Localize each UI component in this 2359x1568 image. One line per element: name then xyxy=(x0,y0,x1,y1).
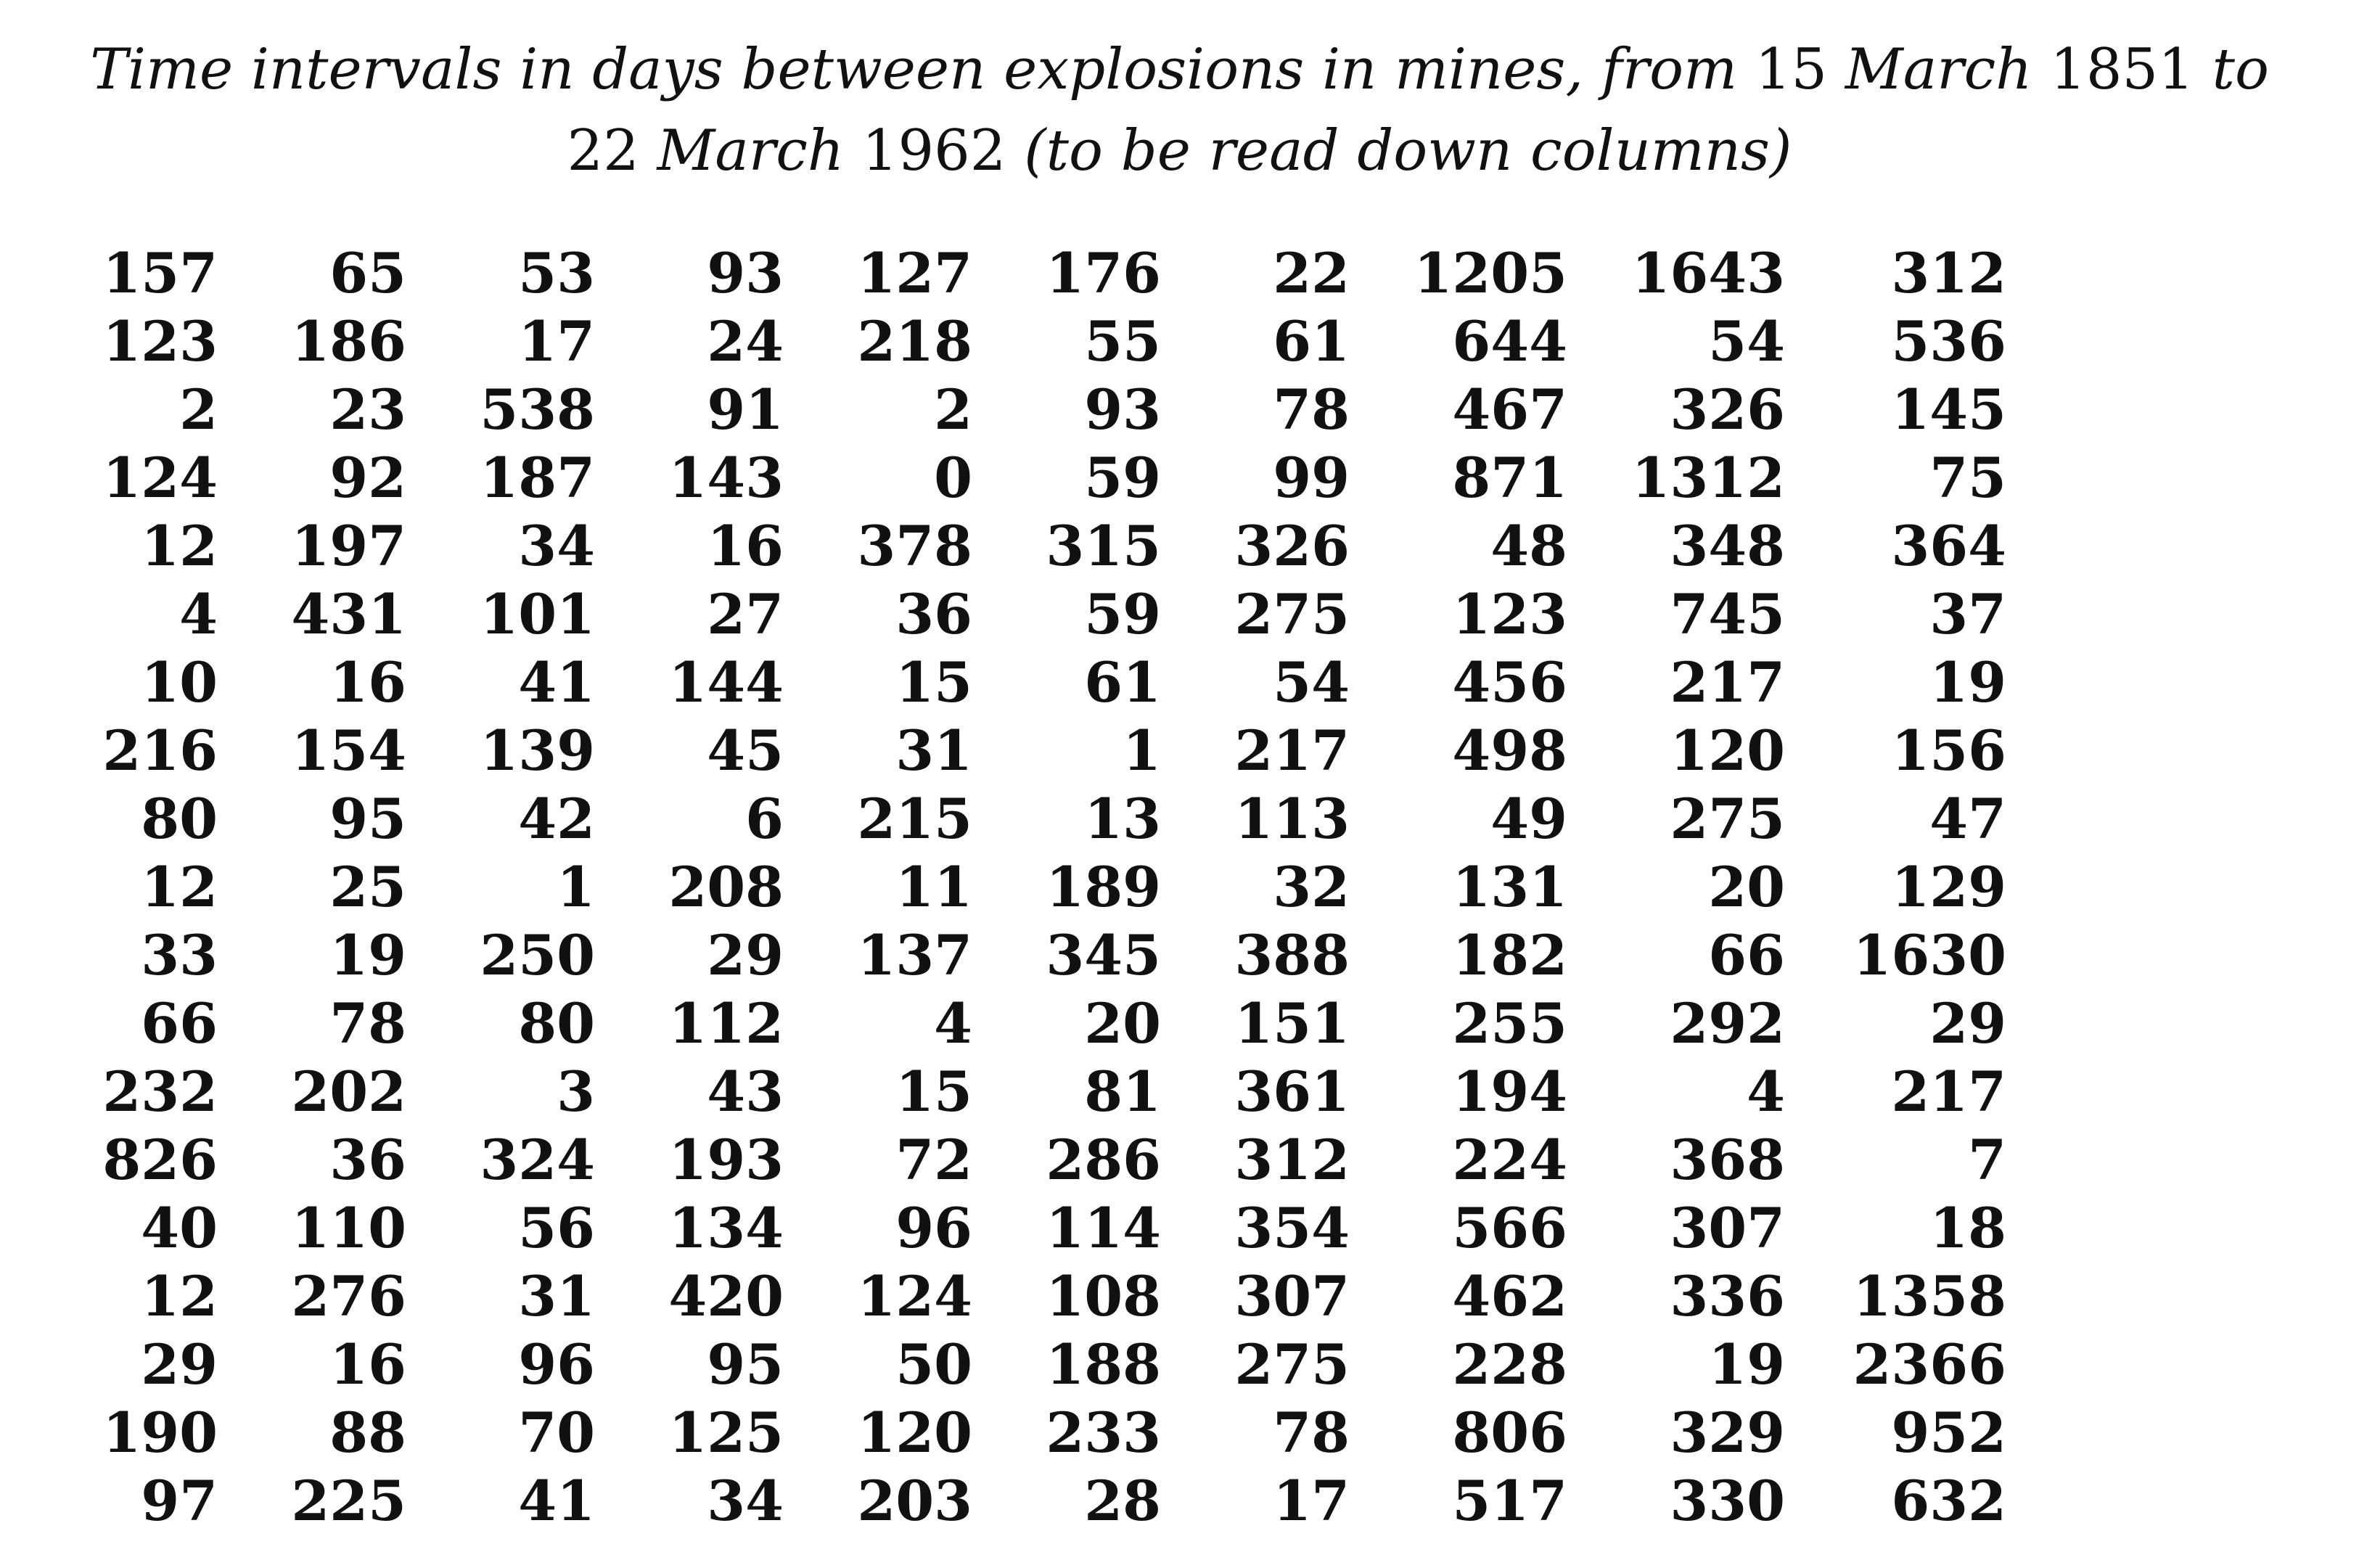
table-cell: 216 xyxy=(102,718,218,783)
table-cell: 93 xyxy=(707,241,784,305)
table-cell: 124 xyxy=(102,446,218,510)
table-cell: 72 xyxy=(895,1128,972,1192)
table-cell: 182 xyxy=(1452,923,1567,988)
table-cell: 99 xyxy=(1273,446,1350,510)
table-cell: 467 xyxy=(1452,377,1567,442)
table-cell: 129 xyxy=(1891,855,2006,919)
table-cell: 19 xyxy=(1708,1332,1785,1397)
table-cell: 632 xyxy=(1891,1469,2006,1533)
table-cell: 806 xyxy=(1452,1400,1567,1465)
table-cell: 56 xyxy=(518,1196,595,1260)
table-cell: 81 xyxy=(1084,1059,1161,1124)
table-cell: 124 xyxy=(857,1264,972,1329)
table-cell: 137 xyxy=(857,923,972,988)
table-cell: 330 xyxy=(1670,1469,1785,1533)
table-cell: 17 xyxy=(1273,1469,1350,1533)
table-cell: 644 xyxy=(1452,309,1567,374)
table-cell: 43 xyxy=(707,1059,784,1124)
table-cell: 203 xyxy=(857,1469,972,1533)
table-cell: 431 xyxy=(291,582,406,647)
table-cell: 232 xyxy=(102,1059,218,1124)
table-cell: 517 xyxy=(1452,1469,1567,1533)
table-cell: 47 xyxy=(1929,787,2006,851)
table-cell: 96 xyxy=(518,1332,595,1397)
table-cell: 19 xyxy=(329,923,406,988)
caption-end-month: March xyxy=(657,118,845,184)
table-cell: 18 xyxy=(1929,1196,2006,1260)
table-cell: 217 xyxy=(1891,1059,2006,1124)
table-cell: 188 xyxy=(1046,1332,1161,1397)
table-cell: 10 xyxy=(141,650,218,715)
table-cell: 36 xyxy=(329,1128,406,1192)
table-cell: 1358 xyxy=(1853,1264,2006,1329)
table-cell: 368 xyxy=(1670,1128,1785,1192)
caption-end-year: 1962 xyxy=(861,118,1006,184)
table-cell: 1630 xyxy=(1853,923,2006,988)
table-cell: 336 xyxy=(1670,1264,1785,1329)
table-cell: 61 xyxy=(1273,309,1350,374)
table-cell: 20 xyxy=(1708,855,1785,919)
table-cell: 114 xyxy=(1046,1196,1161,1260)
caption-reading-note: (to be read down columns) xyxy=(1024,118,1792,184)
table-cell: 92 xyxy=(329,446,406,510)
table-cell: 95 xyxy=(329,787,406,851)
table-cell: 144 xyxy=(668,650,784,715)
table-cell: 34 xyxy=(518,514,595,578)
table-cell: 127 xyxy=(857,241,972,305)
table-cell: 110 xyxy=(291,1196,406,1260)
table-cell: 145 xyxy=(1891,377,2006,442)
table-cell: 123 xyxy=(1452,582,1567,647)
table-cell: 7 xyxy=(1968,1128,2006,1192)
table-cell: 28 xyxy=(1084,1469,1161,1533)
table-cell: 33 xyxy=(141,923,218,988)
table-cell: 1312 xyxy=(1631,446,1785,510)
table-cell: 312 xyxy=(1891,241,2006,305)
table-cell: 354 xyxy=(1234,1196,1350,1260)
table-cell: 80 xyxy=(141,787,218,851)
table-cell: 23 xyxy=(329,377,406,442)
table-cell: 233 xyxy=(1046,1400,1161,1465)
table-cell: 307 xyxy=(1234,1264,1350,1329)
table-cell: 49 xyxy=(1490,787,1567,851)
table-cell: 93 xyxy=(1084,377,1161,442)
table-cell: 41 xyxy=(518,1469,595,1533)
table-cell: 54 xyxy=(1273,650,1350,715)
caption-line-1 xyxy=(0,29,2359,110)
table-cell: 96 xyxy=(895,1196,972,1260)
table-cell: 361 xyxy=(1234,1059,1350,1124)
table-cell: 228 xyxy=(1452,1332,1567,1397)
table-cell: 217 xyxy=(1670,650,1785,715)
table-cell: 53 xyxy=(518,241,595,305)
table-cell: 871 xyxy=(1452,446,1567,510)
table-cell: 19 xyxy=(1929,650,2006,715)
table-cell: 952 xyxy=(1891,1400,2006,1465)
table-cell: 292 xyxy=(1670,991,1785,1056)
table-cell: 224 xyxy=(1452,1128,1567,1192)
table-cell: 17 xyxy=(518,309,595,374)
table-cell: 315 xyxy=(1046,514,1161,578)
table-cell: 498 xyxy=(1452,718,1567,783)
table-cell: 202 xyxy=(291,1059,406,1124)
table-cell: 65 xyxy=(329,241,406,305)
table-cell: 24 xyxy=(707,309,784,374)
table-cell: 197 xyxy=(291,514,406,578)
table-cell: 208 xyxy=(668,855,784,919)
table-cell: 194 xyxy=(1452,1059,1567,1124)
table-cell: 157 xyxy=(102,241,218,305)
table-cell: 250 xyxy=(480,923,595,988)
table-cell: 32 xyxy=(1273,855,1350,919)
table-cell: 12 xyxy=(141,855,218,919)
table-cell: 456 xyxy=(1452,650,1567,715)
table-cell: 101 xyxy=(480,582,595,647)
table-cell: 78 xyxy=(329,991,406,1056)
table-cell: 55 xyxy=(1084,309,1161,374)
table-cell: 566 xyxy=(1452,1196,1567,1260)
table-cell: 307 xyxy=(1670,1196,1785,1260)
table-cell: 215 xyxy=(857,787,972,851)
table-cell: 2366 xyxy=(1853,1332,2006,1397)
table-cell: 13 xyxy=(1084,787,1161,851)
table-cell: 189 xyxy=(1046,855,1161,919)
table-cell: 378 xyxy=(857,514,972,578)
table-cell: 120 xyxy=(1670,718,1785,783)
table-cell: 16 xyxy=(707,514,784,578)
table-cell: 286 xyxy=(1046,1128,1161,1192)
table-cell: 193 xyxy=(668,1128,784,1192)
table-cell: 156 xyxy=(1891,718,2006,783)
caption-end-day: 22 xyxy=(567,118,639,184)
table-cell: 31 xyxy=(895,718,972,783)
table-cell: 348 xyxy=(1670,514,1785,578)
table-cell: 134 xyxy=(668,1196,784,1260)
table-cell: 2 xyxy=(934,377,972,442)
table-cell: 22 xyxy=(1273,241,1350,305)
table-cell: 2 xyxy=(179,377,218,442)
table-cell: 75 xyxy=(1929,446,2006,510)
table-cell: 151 xyxy=(1234,991,1350,1056)
table-cell: 462 xyxy=(1452,1264,1567,1329)
table-caption xyxy=(0,29,2359,192)
table-cell: 276 xyxy=(291,1264,406,1329)
table-cell: 97 xyxy=(141,1469,218,1533)
table-cell: 329 xyxy=(1670,1400,1785,1465)
table-cell: 91 xyxy=(707,377,784,442)
table-cell: 80 xyxy=(518,991,595,1056)
table-cell: 108 xyxy=(1046,1264,1161,1329)
table-cell: 59 xyxy=(1084,446,1161,510)
table-cell: 12 xyxy=(141,1264,218,1329)
table-cell: 95 xyxy=(707,1332,784,1397)
table-cell: 1205 xyxy=(1414,241,1567,305)
table-cell: 45 xyxy=(707,718,784,783)
table-cell: 31 xyxy=(518,1264,595,1329)
table-cell: 50 xyxy=(895,1332,972,1397)
table-cell: 88 xyxy=(329,1400,406,1465)
table-cell: 15 xyxy=(895,650,972,715)
table-cell: 4 xyxy=(179,582,218,647)
table-cell: 36 xyxy=(895,582,972,647)
table-cell: 388 xyxy=(1234,923,1350,988)
table-cell: 826 xyxy=(102,1128,218,1192)
table-cell: 4 xyxy=(1747,1059,1785,1124)
caption-day: 15 xyxy=(1755,37,1828,102)
table-cell: 275 xyxy=(1670,787,1785,851)
table-cell: 217 xyxy=(1234,718,1350,783)
table-cell: 48 xyxy=(1490,514,1567,578)
table-cell: 16 xyxy=(329,1332,406,1397)
table-cell: 20 xyxy=(1084,991,1161,1056)
table-cell: 78 xyxy=(1273,377,1350,442)
table-cell: 190 xyxy=(102,1400,218,1465)
caption-text: Time intervals in days between explosions in mines, from xyxy=(90,37,1738,102)
table-cell: 154 xyxy=(291,718,406,783)
table-cell: 745 xyxy=(1670,582,1785,647)
caption-start-year: 1851 xyxy=(2050,37,2194,102)
table-cell: 186 xyxy=(291,309,406,374)
table-cell: 326 xyxy=(1234,514,1350,578)
table-cell: 113 xyxy=(1234,787,1350,851)
table-cell: 255 xyxy=(1452,991,1567,1056)
table-cell: 37 xyxy=(1929,582,2006,647)
table-cell: 4 xyxy=(934,991,972,1056)
table-cell: 275 xyxy=(1234,582,1350,647)
table-cell: 1643 xyxy=(1631,241,1785,305)
table-cell: 345 xyxy=(1046,923,1161,988)
table-cell: 78 xyxy=(1273,1400,1350,1465)
table-cell: 11 xyxy=(895,855,972,919)
table-cell: 312 xyxy=(1234,1128,1350,1192)
table-cell: 131 xyxy=(1452,855,1567,919)
table-cell: 225 xyxy=(291,1469,406,1533)
table-cell: 176 xyxy=(1046,241,1161,305)
table-cell: 54 xyxy=(1708,309,1785,374)
table-cell: 0 xyxy=(934,446,972,510)
table-cell: 34 xyxy=(707,1469,784,1533)
table-cell: 6 xyxy=(745,787,784,851)
table-cell: 16 xyxy=(329,650,406,715)
caption-text-to: to xyxy=(2212,37,2269,102)
table-cell: 27 xyxy=(707,582,784,647)
table-cell: 538 xyxy=(480,377,595,442)
table-cell: 218 xyxy=(857,309,972,374)
table-cell: 420 xyxy=(668,1264,784,1329)
table-cell: 536 xyxy=(1891,309,2006,374)
table-cell: 61 xyxy=(1084,650,1161,715)
table-cell: 70 xyxy=(518,1400,595,1465)
table-cell: 125 xyxy=(668,1400,784,1465)
table-cell: 25 xyxy=(329,855,406,919)
table-cell: 326 xyxy=(1670,377,1785,442)
caption-month: March xyxy=(1845,37,2032,102)
table-cell: 324 xyxy=(480,1128,595,1192)
table-cell: 139 xyxy=(480,718,595,783)
table-cell: 187 xyxy=(480,446,595,510)
table-cell: 40 xyxy=(141,1196,218,1260)
table-cell: 59 xyxy=(1084,582,1161,647)
table-cell: 120 xyxy=(857,1400,972,1465)
table-cell: 29 xyxy=(141,1332,218,1397)
table-cell: 29 xyxy=(707,923,784,988)
table-cell: 143 xyxy=(668,446,784,510)
table-cell: 66 xyxy=(141,991,218,1056)
table-cell: 1 xyxy=(557,855,595,919)
table-cell: 123 xyxy=(102,309,218,374)
table-cell: 42 xyxy=(518,787,595,851)
table-cell: 12 xyxy=(141,514,218,578)
table-cell: 66 xyxy=(1708,923,1785,988)
table-cell: 41 xyxy=(518,650,595,715)
caption-line-2 xyxy=(0,110,2359,192)
table-cell: 29 xyxy=(1929,991,2006,1056)
interval-table xyxy=(0,239,2359,1538)
table-cell: 1 xyxy=(1123,718,1161,783)
table-cell: 275 xyxy=(1234,1332,1350,1397)
table-cell: 3 xyxy=(557,1059,595,1124)
table-cell: 15 xyxy=(895,1059,972,1124)
table-cell: 112 xyxy=(668,991,784,1056)
table-cell: 364 xyxy=(1891,514,2006,578)
